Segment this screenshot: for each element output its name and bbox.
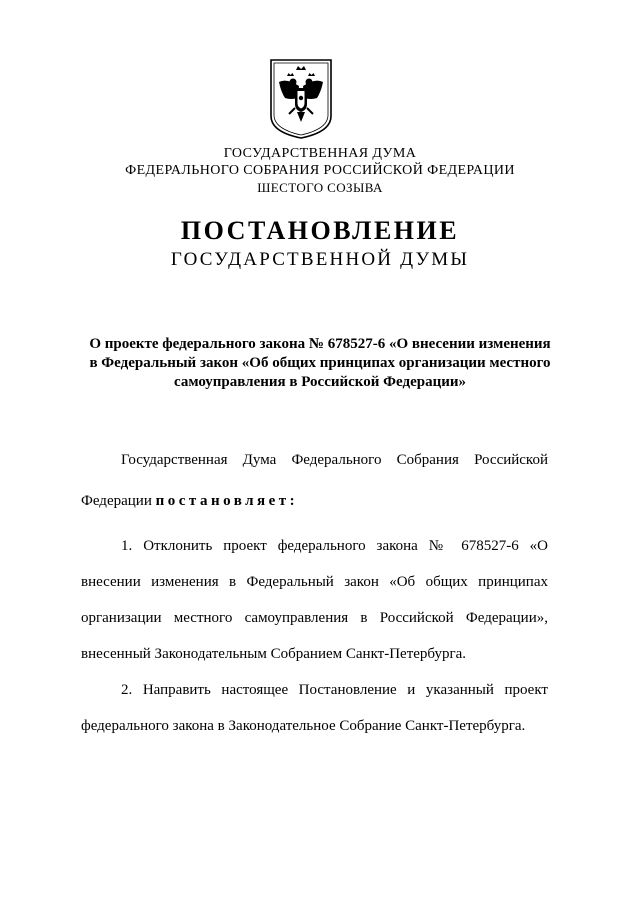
- preamble-line-1: Государственная Дума Федерального Собрания Российской: [121, 452, 548, 468]
- preamble-decision-word: постановляет:: [155, 493, 299, 509]
- document-title: ПОСТАНОВЛЕНИЕ: [180, 216, 460, 245]
- item-1-line-2: внесении изменения в Федеральный закон «Об общих принципах: [81, 574, 548, 590]
- item-1-line-3: организации местного самоуправления в Российской Федерации»,: [81, 610, 548, 626]
- item-1-line-4: внесенный Законодательным Собранием Санкт-Петербурга.: [81, 646, 467, 662]
- subject-line-2: в Федеральный закон «Об общих принципах организации местного: [89, 355, 551, 371]
- header-line-3: ШЕСТОГО СОЗЫВА: [257, 180, 383, 195]
- item-2-line-2: федерального закона в Законодательное Собрание Санкт-Петербурга.: [81, 718, 526, 734]
- header-line-2: ФЕДЕРАЛЬНОГО СОБРАНИЯ РОССИЙСКОЙ ФЕДЕРАЦИИ: [125, 163, 515, 178]
- item-1-line-1: 1. Отклонить проект федерального закона № 678527-6 «О: [121, 538, 548, 554]
- preamble-line-2-start: Федерации: [81, 493, 156, 509]
- document-subtitle: ГОСУДАРСТВЕННОЙ ДУМЫ: [170, 249, 470, 270]
- coat-of-arms-icon: [269, 58, 333, 140]
- preamble-line-2: [81, 493, 298, 510]
- header-line-1: ГОСУДАРСТВЕННАЯ ДУМА: [223, 146, 417, 161]
- item-2-line-1: 2. Направить настоящее Постановление и указанный проект: [121, 682, 548, 698]
- subject-line-1: О проекте федерального закона № 678527-6 «О внесении изменения: [89, 336, 551, 352]
- subject-line-3: самоуправления в Российской Федерации»: [174, 374, 466, 390]
